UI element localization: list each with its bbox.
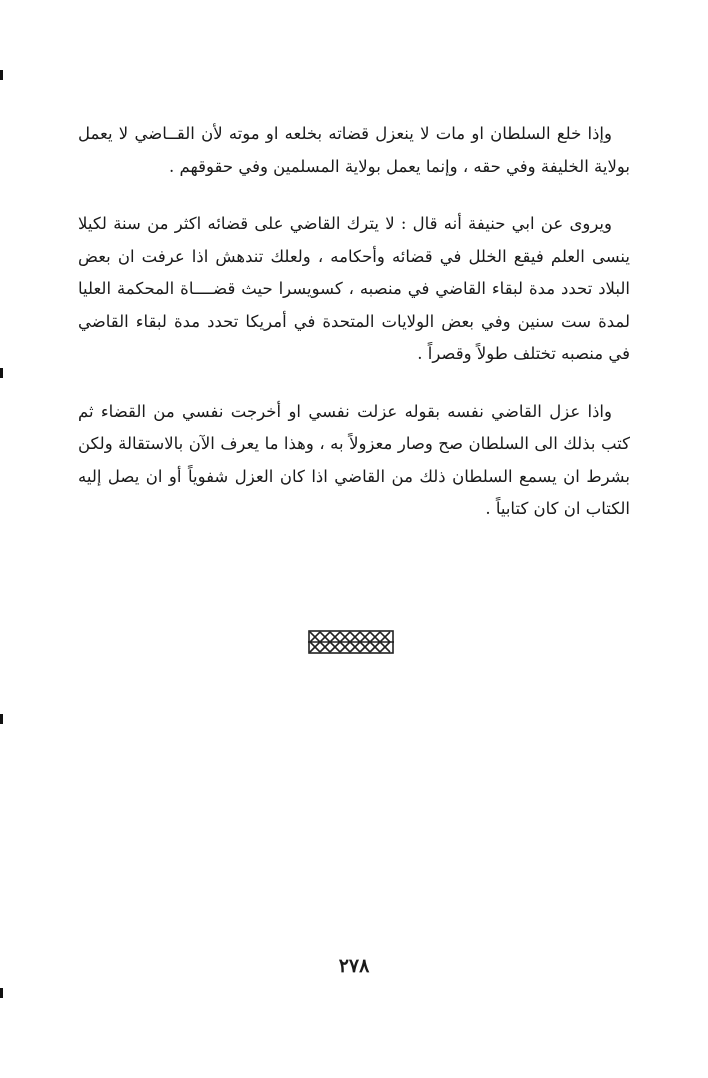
margin-mark (0, 988, 3, 998)
margin-mark (0, 714, 3, 724)
body-text (78, 118, 630, 551)
paragraph-1: وإذا خلع السلطان او مات لا ينعزل قضاته بخلعه او موته لأن القــاضي لا يعمل بولاية الخليفة وفي حقه ، وإنما يعمل بولاية المسلمين وفي حقوقهم . (78, 124, 630, 176)
paragraph-2: ويروى عن ابي حنيفة أنه قال : لا يترك القاضي على قضائه اكثر من سنة لكيلا ينسى العلم فيقع الخلل في قضائه وأحكامه ، ولعلك تندهش اذا عرفت ان بعض البلاد تحدد مدة لبقاء القاضي في منصبه ، كسويسرا حيث قضــــاة المحكمة العليا لمدة ست سنين وفي بعض الولايات المتحدة في أمريكا تحدد مدة لبقاء القاضي في منصبه تختلف طولاً وقصراً . (78, 214, 630, 363)
page-number: ٢٧٨ (338, 955, 370, 977)
paragraph-3: واذا عزل القاضي نفسه بقوله عزلت نفسي او أخرجت نفسي من القضاء ثم كتب بذلك الى السلطان صح وصار معزولاً به ، وهذا ما يعرف الآن بالاستقالة ولكن بشرط ان يسمع السلطان ذلك من القاضي اذا كان العزل شفوياً أو ان يصل إليه الكتاب ان كان كتابياً . (78, 401, 630, 518)
margin-mark (0, 70, 3, 80)
margin-mark (0, 368, 3, 378)
ornament-divider (308, 629, 394, 655)
